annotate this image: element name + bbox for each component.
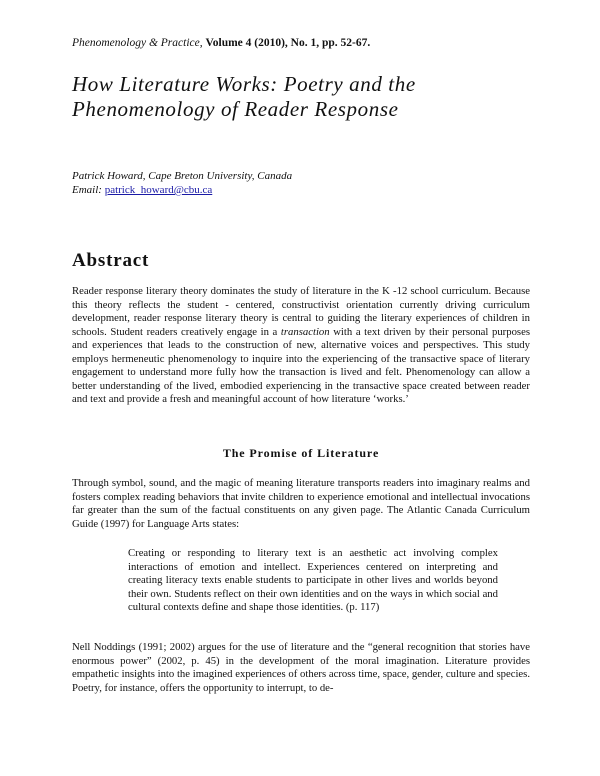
- article-title: [72, 72, 542, 122]
- volume-info: Volume 4 (2010), No. 1, pp. 52-67.: [205, 37, 371, 49]
- email-link[interactable]: patrick_howard@cbu.ca: [104, 184, 213, 196]
- email-label: Email:: [72, 184, 102, 196]
- abstract-text-part-1: Reader response literary theory dominates the study of literature in the K -12 school curriculum. Because this theory reflects the student - centered, constructivist orientation currently driving curriculum development, reader response literary theory is central to guiding the literary experiences of children in schools. Student readers creatively engage in a: [72, 285, 530, 338]
- section-heading: The Promise of Literature: [222, 446, 380, 460]
- abstract-text: [72, 285, 530, 407]
- running-header: [72, 36, 370, 50]
- title-line-2: Phenomenology of Reader Response: [72, 97, 399, 121]
- author-affiliation: Patrick Howard, Cape Breton University, Canada: [72, 170, 293, 182]
- block-quote: Creating or responding to literary text is an aesthetic act involving complex interactions of emotion and intellect. Experiences centered on interpreting and creating literacy texts enable students to participate in other lives and worlds beyond their own. Students reflect on their own identities and on the ways in which social and cultural contexts define and shape those identities. (p. 117): [128, 547, 498, 613]
- title-line-1: How Literature Works: Poetry and the: [72, 72, 416, 96]
- body-paragraph-1: Through symbol, sound, and the magic of meaning literature transports readers into imaginary realms and fosters complex reading behaviors that invite children to experience emotional and intellectual invocations far greater than the sum of the factual constituents on any given page. The Atlantic Canada Curriculum Guide (1997) for Language Arts states:: [72, 477, 530, 530]
- abstract-heading: Abstract: [72, 250, 150, 271]
- journal-name: Phenomenology & Practice,: [72, 37, 203, 49]
- abstract-text-part-2: with a text driven by their personal purposes and experiences that leads to the construction of new, alternative voices and perspectives. This study employs hermeneutic phenomenology to inquire into the experiencing of the transactive space of literary engagement to understand more fully how the transaction is lived and felt. Phenomenology can allow a better understanding of the lived, embodied experiencing in the transactive space created between reader and text and provide a fresh and meaningful account of how literature ‘works.’: [72, 325, 530, 405]
- body-paragraph-2: Nell Noddings (1991; 2002) argues for the use of literature and the “general recognition that stories have enormous power” (2002, p. 45) in the development of the moral imagination. Literature provides empathetic insights into the imagined experiences of others across time, space, gender, culture and species. Poetry, for instance, offers the opportunity to interrupt, to de-: [72, 641, 530, 694]
- abstract-text-italic: transaction: [280, 325, 330, 338]
- author-email-line: [72, 183, 212, 197]
